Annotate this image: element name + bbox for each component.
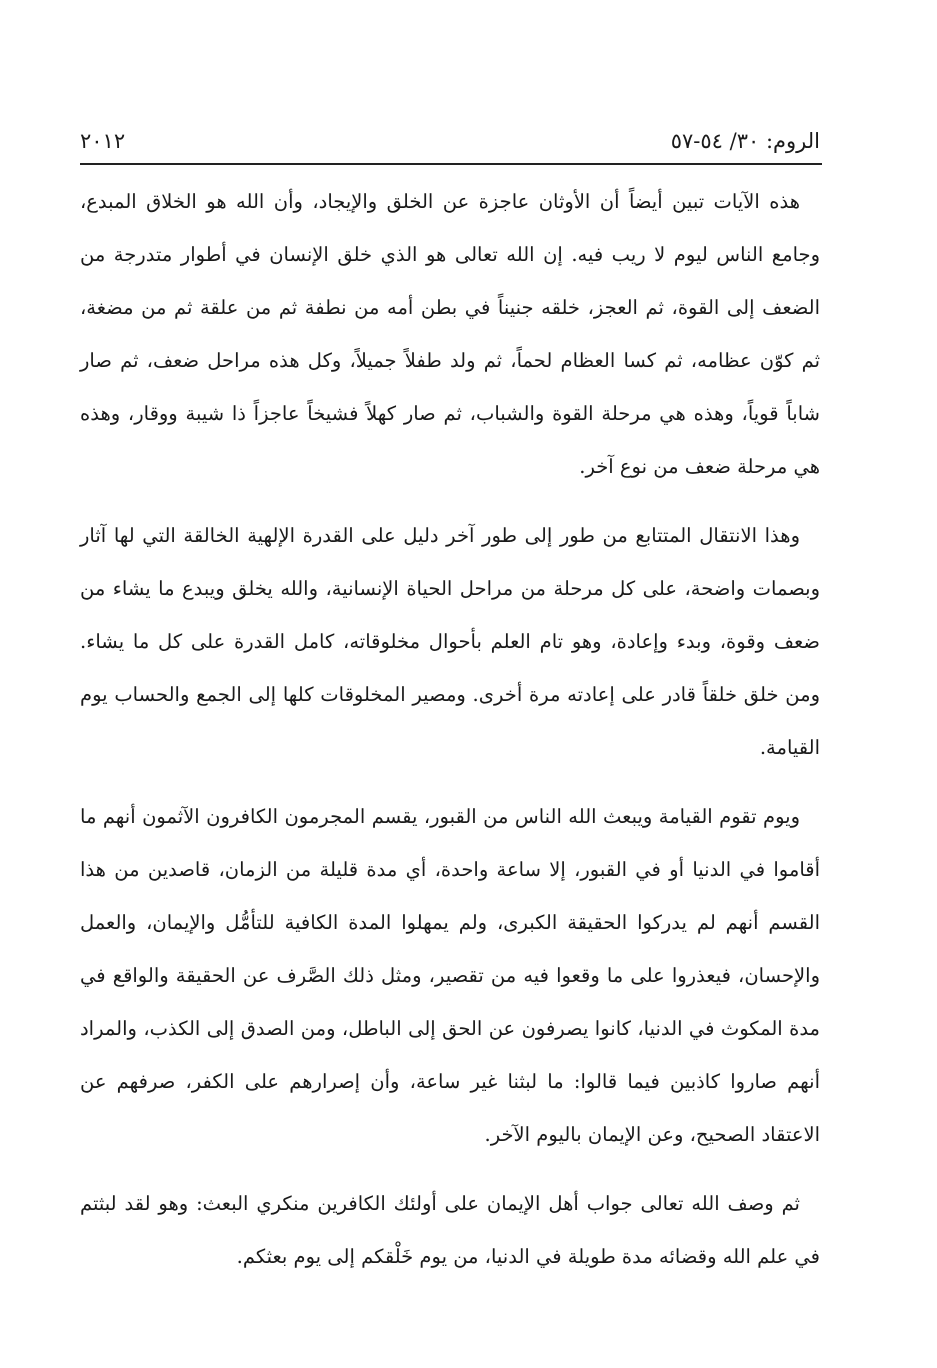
page-number: ٢٠١٢	[80, 129, 126, 153]
paragraph-2: وهذا الانتقال المتتابع من طور إلى طور آخر دليل على القدرة الإلهية الخالقة التي لها آثار وبصمات واضحة، على كل مرحلة من مراحل الحياة الإنسانية، والله يخلق ويبدع ما يشاء من ضعف وقوة، وبدء وإعادة، وهو تام العلم بأحوال مخلوقاته، كامل القدرة على كل ما يشاء. ومن خلق خلقاً قادر على إعادته مرة أخرى. ومصير المخلوقات كلها إلى الجمع والحساب يوم القيامة.	[80, 524, 820, 759]
body-text	[80, 175, 820, 1283]
paragraph-4: ثم وصف الله تعالى جواب أهل الإيمان على أولئك الكافرين منكري البعث: وهو لقد لبثتم في علم الله وقضائه مدة طويلة في الدنيا، من يوم خَلْقكم إلى يوم بعثكم.	[80, 1192, 820, 1268]
paragraph-3: ويوم تقوم القيامة ويبعث الله الناس من القبور، يقسم المجرمون الكافرون الآثمون أنهم ما أقاموا في الدنيا أو في القبور، إلا ساعة واحدة، أي مدة قليلة من الزمان، قاصدين من هذا القسم أنهم لم يدركوا الحقيقة الكبرى، ولم يمهلوا المدة الكافية للتأمُّل والإيمان، والعمل والإحسان، فيعذروا على ما وقعوا فيه من تقصير، ومثل ذلك الصَّرف عن الحقيقة والواقع في مدة المكوث في الدنيا، كانوا يصرفون عن الحق إلى الباطل، ومن الصدق إلى الكذب، والمراد أنهم صاروا كاذبين فيما قالوا: ما لبثنا غير ساعة، وأن إصرارهم على الكفر، صرفهم عن الاعتقاد الصحيح، وعن الإيمان باليوم الآخر.	[80, 805, 820, 1146]
paragraph-1: هذه الآيات تبين أيضاً أن الأوثان عاجزة عن الخلق والإيجاد، وأن الله هو الخلاق المبدع، وجامع الناس ليوم لا ريب فيه. إن الله تعالى هو الذي خلق الإنسان في أطوار متدرجة من الضعف إلى القوة، ثم العجز، خلقه جنيناً في بطن أمه من نطفة ثم من علقة ثم من مضغة، ثم كوّن عظامه، ثم كسا العظام لحماً، ثم ولد طفلاً جميلاً، وكل هذه مراحل ضعف، ثم صار شاباً قوياً، وهذه هي مرحلة القوة والشباب، ثم صار كهلاً فشيخاً عاجزاً ذا شيبة ووقار، وهذه هي مرحلة ضعف من نوع آخر.	[80, 190, 820, 478]
page-header	[80, 124, 820, 158]
running-title: الروم: ٣٠/ ٥٤-٥٧	[670, 129, 820, 153]
header-divider	[80, 163, 822, 165]
